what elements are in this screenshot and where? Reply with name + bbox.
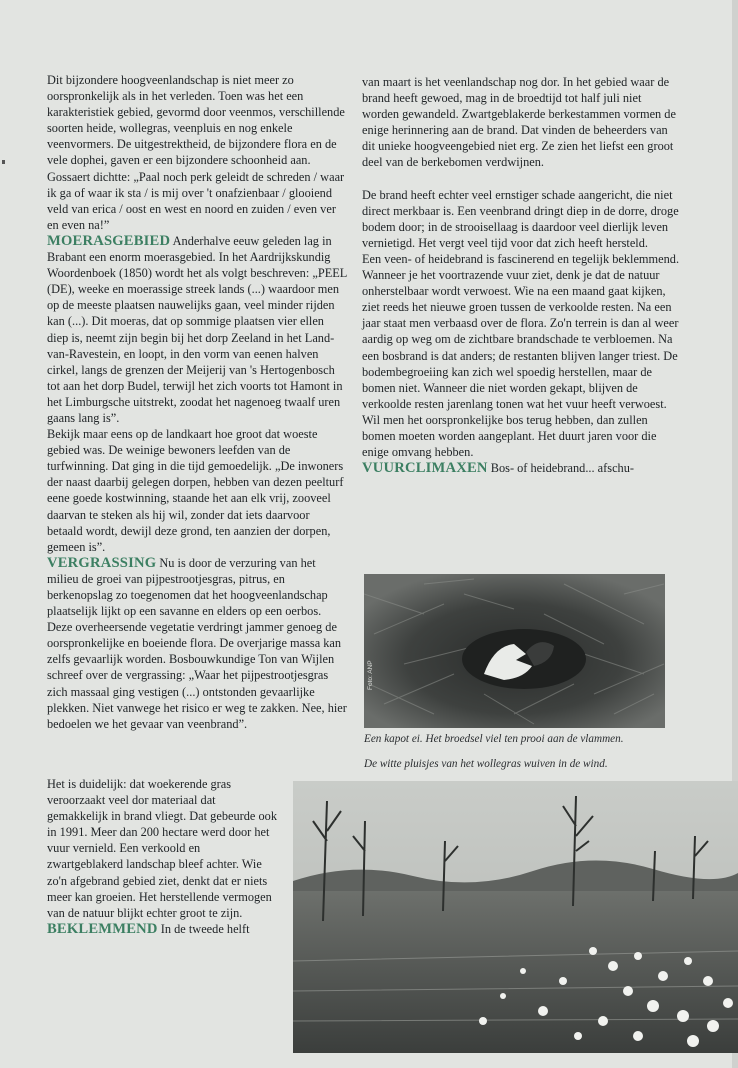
caption-egg: Een kapot ei. Het broedsel viel ten prooi aan de vlammen. xyxy=(364,733,624,745)
photo-wollegras-landscape xyxy=(293,781,738,1053)
moerasgebied-text: Anderhalve eeuw geleden lag in Brabant een enorm moerasgebied. In het Aardrijkskundig Woordenboek (1850) wordt het als volgt beschreven: „PEEL (DE), weeke en moerassige streek lands (...) waardoor men op de meeste plaatsen nauwelijks gaan, veel minder rijden kan (...). Dit moeras, dat op sommige plaatsen vier ellen diep is, neemt zijn begin bij het dorp Zeeland in het Land-van-Ravestein, en loopt, in den vorm van eenen halven cirkel, langs de grenzen der Meijerij van 's Hertogenbosch tot aan het dorp Budel, terwijl het zich voorts tot Hamont in het Limburgsche uitstrekt, zoodat het nagenoeg twaalf uren gaans lang is”. xyxy=(47,233,347,425)
heading-moerasgebied: MOERASGEBIED xyxy=(47,232,171,249)
intro-paragraph: Dit bijzondere hoogveenlandschap is niet meer zo oorspronkelijk als in het verleden. Toen was het een karakteristiek gebied, gevormd door veenmos, verschillende soorten heide, wollegras, veenpluis en nog enkele veenvormers. De uitgestrektheid, de bijzondere flora en de vele dophei, gaven er een bijzondere schoonheid aan. Gossaert dichtte: „Paal noch perk geleidt de schreden / waar ik ga of waar ik sta / is mij over 't onafzienbaar / glooiend veld van erica / oost en west en noord en zuiden / even ver en even na!” xyxy=(47,73,345,232)
right-column xyxy=(362,74,680,476)
moerasgebied-paragraph xyxy=(47,233,347,426)
left-column-bottom xyxy=(47,776,279,937)
duidelijk-paragraph: Het is duidelijk: dat woekerende gras veroorzaakt veel dor materiaal dat gemakkelijk in brand vliegt. Dat gebeurde ook in 1991. Meer dan 200 hectare werd door het vuur vernield. Een verkoold en zwartgeblakerd landschap bleef achter. Wie zo'n afgebrand gebied ziet, denkt dat er niets meer kan groeien. Het herstellende vermogen van de natuur blijkt echter groot te zijn. xyxy=(47,777,278,920)
beklemmend-text: In de tweede helft xyxy=(160,921,250,936)
schade-paragraph: De brand heeft echter veel ernstiger schade aangericht, die niet direct merkbaar is. Een veenbrand dringt diep in de dorre, droge bodem door; in de strooisellaag is daardoor veel dierlijk leven vernietigd. Het vergt veel tijd voor dat zich heeft hersteld. xyxy=(362,187,679,250)
caption-wollegras: De witte pluisjes van het wollegras wuiven in de wind. xyxy=(364,758,608,770)
veenbrand-paragraph: Een veen- of heidebrand is fascinerend en tegelijk beklemmend. Wanneer je het voortrazende vuur ziet, denk je dat de natuur onherstelbaar wordt verwoest. Wie na een maand gaat kijken, ziet reeds het nieuwe groen tussen de verkoolde resten. Na een jaar staat men verbaasd over de flora. Zo'n terrein is dan al weer aardig op weg om de zichtbare brandschade te verbloemen. Na een bosbrand is dat anders; de restanten blijven langer triest. De bodembegroeiing kan zich wel spoedig herstellen, maar de bomen niet. Wanneer die niet worden gekapt, blijven de verkoolde resten jarenlang tonen wat het vuur heeft verwoest. Wil men het oorspronkelijke bos terug hebben, dan zullen bomen moeten worden aangeplant. Het duurt jaren voor die enige omvang hebben. xyxy=(362,251,680,460)
landkaart-paragraph: Bekijk maar eens op de landkaart hoe groot dat woeste gebied was. De weinige bewoners leefden van de turfwinning. Dat ging in die tijd gemoedelijk. „De inwoners der naast daarbij gelegen dorpen, hebben van dezen peelturf eene goede kostwinning, staande het aan elk vrij, zooveel daarvan te steken als hij wil, zonder dat iets daarvoor betaald wordt, dewijl deze grond, ten aanzien der dorpen, gemeen is”. xyxy=(47,427,344,554)
heading-vergrassing: VERGRASSING xyxy=(47,554,157,571)
vuurclimaxen-paragraph xyxy=(362,460,680,476)
broken-egg-image xyxy=(364,574,665,728)
vergrassing-text: Nu is door de verzuring van het milieu de groei van pijpestrootjesgras, pitrus, en berkenopslag zo toegenomen dat het hoogveenlandschap plaatselijk lijkt op een savanne en elders op een oerbos. Deze overheersende vegetatie verdringt jammer genoeg de oorspronkelijke en boeiende flora. De overjarige massa kan zelfs gevaarlijk worden. Bosbouwkundige Ton van Wijlen schreef over de vergrassing: „Waar het pijpestrootjesgras zich massaal ging vestigen (...) ontstonden gevaarlijke plekken. Niet vanwege het risico er weg te zakken. Nee, hier bedoelen we het gevaar van veenbrand”. xyxy=(47,555,347,731)
vergrassing-paragraph xyxy=(47,555,347,732)
left-column xyxy=(47,72,347,732)
vuurclimaxen-text: Bos- of heidebrand... afschu- xyxy=(490,461,635,476)
maart-paragraph: van maart is het veenlandschap nog dor. In het gebied waar de brand heeft gewoed, mag in de broedtijd tot half juli niet worden gewandeld. Zwartgeblakerde berkestammen vormen de enige herinnering aan de brand. Dat vinden de beheerders van dit unieke hoogveengebied niet erg. Ze zien het liefst een groot deel van de berkebomen verdwijnen. xyxy=(362,75,676,170)
scan-mark xyxy=(2,160,5,164)
wollegras-landscape-image xyxy=(293,781,738,1053)
heading-vuurclimaxen: VUURCLIMAXEN xyxy=(362,460,488,477)
photo-credit: Foto: ANP xyxy=(367,660,374,690)
beklemmend-paragraph xyxy=(47,921,279,937)
heading-beklemmend: BEKLEMMEND xyxy=(47,920,158,937)
photo-broken-egg xyxy=(364,574,665,728)
